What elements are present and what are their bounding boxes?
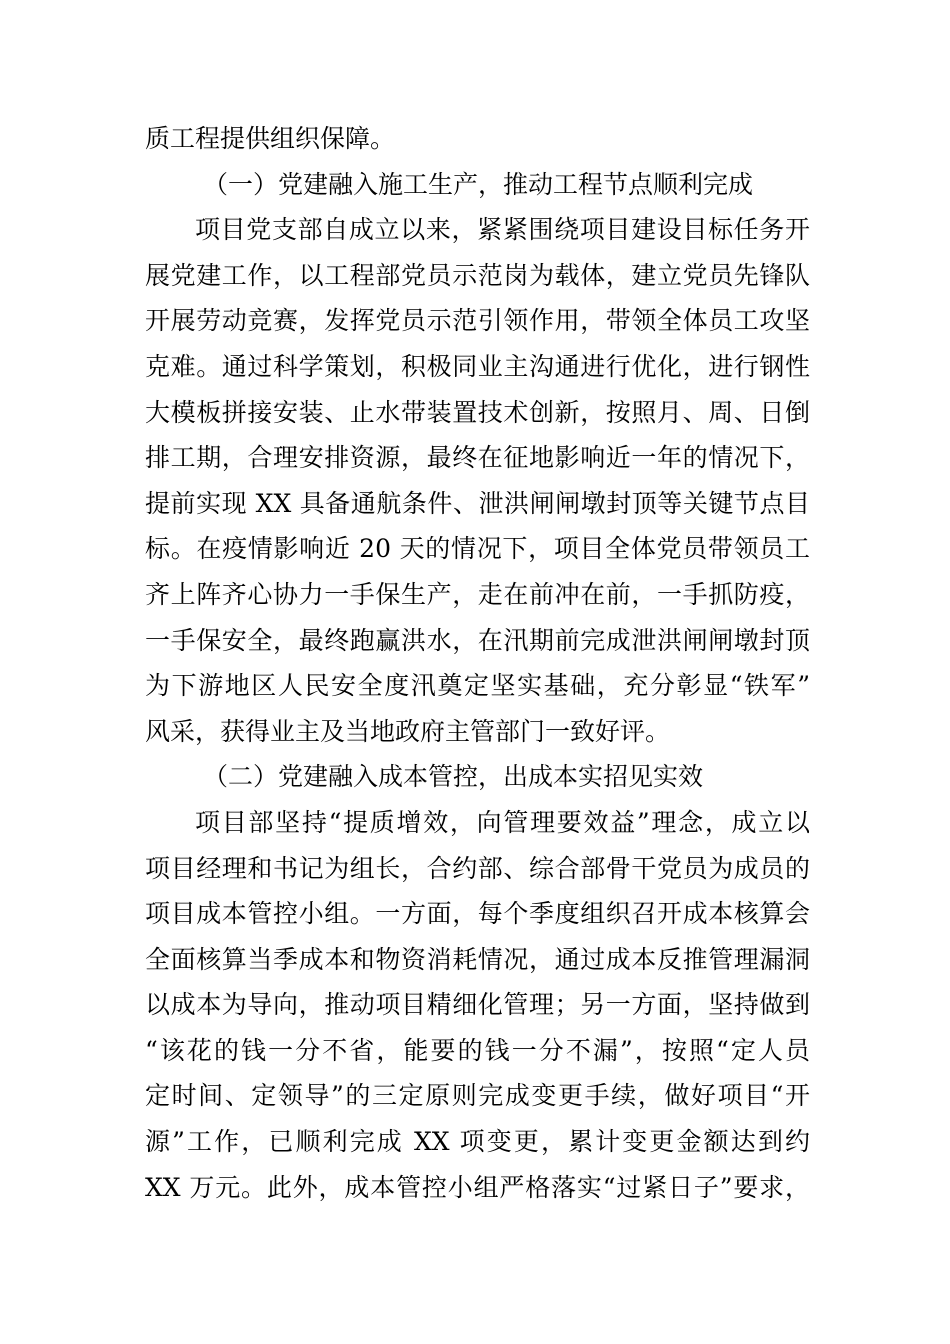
paragraph-line: 提前实现 XX 具备通航条件、泄洪闸闸墩封顶等关键节点目 (145, 488, 810, 518)
paragraph-line: 风采，获得业主及当地政府主管部门一致好评。 (145, 716, 671, 746)
paragraph-line: 克难。通过科学策划，积极同业主沟通进行优化，进行钢性 (145, 351, 810, 381)
document-body (145, 116, 810, 1210)
paragraph-line: 项目党支部自成立以来，紧紧围绕项目建设目标任务开 (195, 215, 810, 245)
paragraph-line: 全面核算当季成本和物资消耗情况，通过成本反推管理漏洞 (145, 944, 810, 974)
paragraph-line: 定时间、定领导”的三定原则完成变更手续，做好项目“开 (145, 1081, 810, 1111)
paragraph-line: 源”工作，已顺利完成 XX 项变更，累计变更金额达到约 (145, 1127, 810, 1157)
paragraph-line: 标。在疫情影响近 20 天的情况下，项目全体党员带领员工 (145, 534, 810, 564)
section-heading: （一）党建融入施工生产，推动工程节点顺利完成 (203, 169, 754, 199)
paragraph-line: 一手保安全，最终跑赢洪水，在汛期前完成泄洪闸闸墩封顶 (145, 625, 810, 655)
section-heading: （二）党建融入成本管控，出成本实招见实效 (203, 762, 704, 792)
paragraph-line: 开展劳动竞赛，发挥党员示范引领作用，带领全体员工攻坚 (145, 306, 810, 336)
paragraph-line: XX 万元。此外，成本管控小组严格落实“过紧日子”要求， (145, 1172, 810, 1202)
paragraph-line: 排工期，合理安排资源，最终在征地影响近一年的情况下， (145, 443, 810, 473)
paragraph-line: 以成本为导向，推动项目精细化管理；另一方面，坚持做到 (145, 990, 810, 1020)
paragraph-line: 项目成本管控小组。一方面，每个季度组织召开成本核算会 (145, 899, 810, 929)
paragraph-line: 展党建工作，以工程部党员示范岗为载体，建立党员先锋队 (145, 260, 810, 290)
paragraph-line: 项目部坚持“提质增效，向管理要效益”理念，成立以 (195, 807, 810, 837)
paragraph-line: 大模板拼接安装、止水带装置技术创新，按照月、周、日倒 (145, 397, 810, 427)
paragraph-line: 齐上阵齐心协力一手保生产，走在前冲在前，一手抓防疫， (145, 579, 810, 609)
paragraph-line: 质工程提供组织保障。 (145, 124, 396, 153)
paragraph-line: 为下游地区人民安全度汛奠定坚实基础，充分彰显“铁军” (145, 671, 810, 701)
paragraph-line: “该花的钱一分不省，能要的钱一分不漏”，按照“定人员 (145, 1035, 810, 1065)
paragraph-line: 项目经理和书记为组长，合约部、综合部骨干党员为成员的 (145, 853, 810, 883)
